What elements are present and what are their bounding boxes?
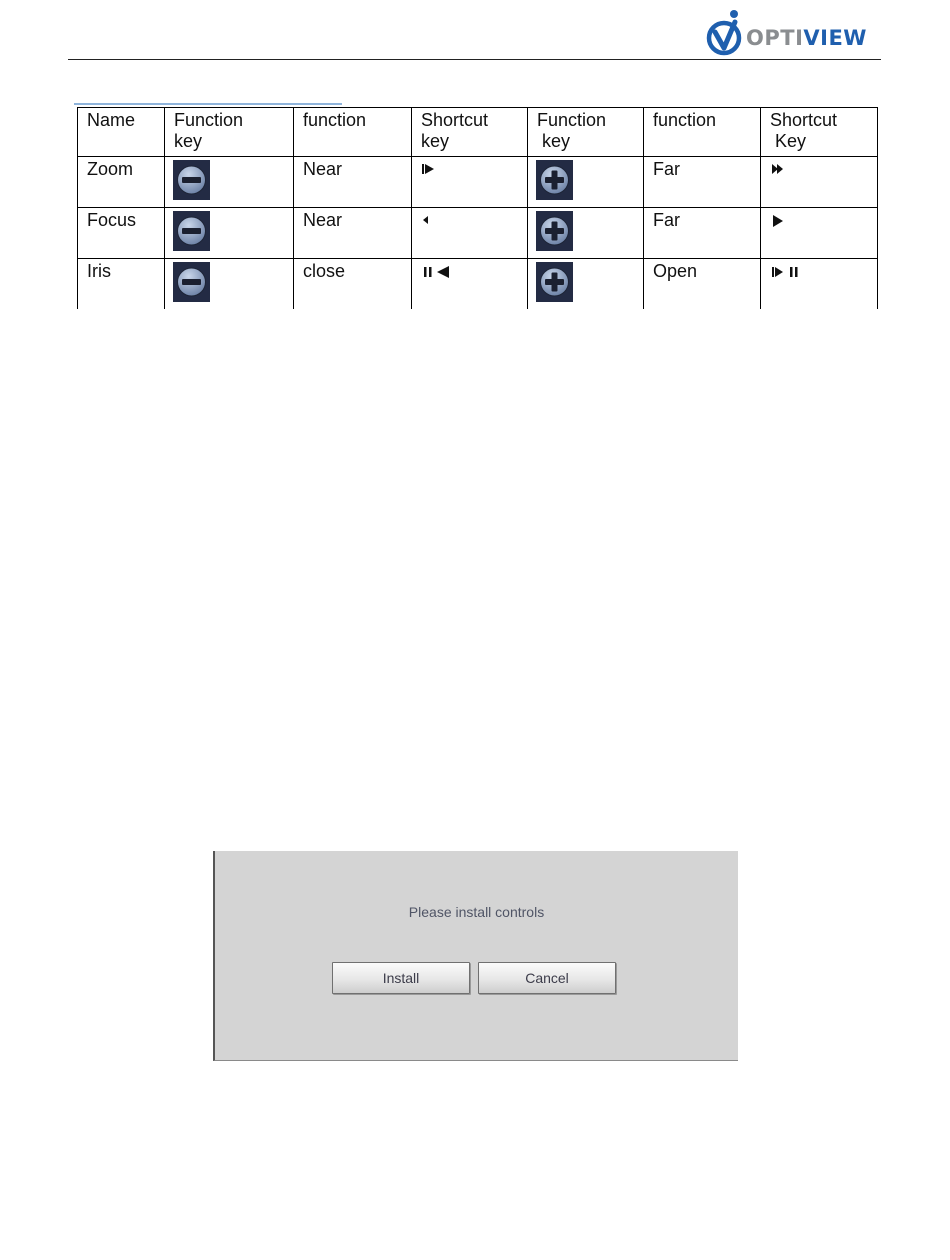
row-function-1: Near xyxy=(294,208,412,259)
iris-plus-cell xyxy=(528,259,644,310)
plus-circle-icon xyxy=(536,211,573,251)
header-function-1: function xyxy=(294,108,412,157)
row-shortcut-2 xyxy=(761,259,878,310)
install-controls-dialog xyxy=(213,851,738,1061)
header-name: Name xyxy=(78,108,165,157)
header-function-key-1: Function key xyxy=(165,108,294,157)
table-row xyxy=(78,157,878,208)
fast-forward-icon xyxy=(770,162,786,176)
install-controls-message: Please install controls xyxy=(408,904,545,920)
focus-plus-cell xyxy=(528,208,644,259)
row-shortcut-1 xyxy=(412,259,528,310)
install-button[interactable]: Install xyxy=(332,962,470,994)
header-shortcut-key-1: Shortcut key xyxy=(412,108,528,157)
iris-minus-cell xyxy=(165,259,294,310)
logo-wordmark xyxy=(746,26,867,50)
table-row xyxy=(78,259,878,310)
zoom-plus-cell xyxy=(528,157,644,208)
row-function-2: Open xyxy=(644,259,761,310)
zoom-minus-cell xyxy=(165,157,294,208)
plus-circle-icon xyxy=(536,160,573,200)
minus-circle-icon xyxy=(173,262,210,302)
plus-circle-icon xyxy=(536,262,573,302)
optiview-logo xyxy=(704,8,874,58)
focus-minus-cell xyxy=(165,208,294,259)
header-divider xyxy=(68,59,881,60)
row-shortcut-2 xyxy=(761,208,878,259)
table-row xyxy=(78,208,878,259)
row-function-1: Near xyxy=(294,157,412,208)
ptz-function-table xyxy=(77,107,878,309)
row-function-2: Far xyxy=(644,208,761,259)
header-shortcut-key-2: Shortcut Key xyxy=(761,108,878,157)
step-right-icon xyxy=(421,162,437,176)
play-icon xyxy=(770,213,786,229)
row-name: Focus xyxy=(78,208,165,259)
section-accent-line xyxy=(74,103,342,105)
header-function-2: function xyxy=(644,108,761,157)
small-left-arrow-icon xyxy=(421,213,433,227)
header-function-key-2: Function key xyxy=(528,108,644,157)
row-shortcut-2 xyxy=(761,157,878,208)
row-shortcut-1 xyxy=(412,157,528,208)
row-shortcut-1 xyxy=(412,208,528,259)
play-pause-icon xyxy=(770,264,804,280)
pause-reverse-play-icon xyxy=(421,264,455,280)
logo-word-view: VIEW xyxy=(803,26,867,50)
minus-circle-icon xyxy=(173,211,210,251)
row-function-1: close xyxy=(294,259,412,310)
cancel-button[interactable]: Cancel xyxy=(478,962,616,994)
table-header-row xyxy=(78,108,878,157)
row-name: Iris xyxy=(78,259,165,310)
logo-mark-icon xyxy=(704,8,744,58)
minus-circle-icon xyxy=(173,160,210,200)
logo-word-opti: OPTI xyxy=(746,26,804,50)
row-function-2: Far xyxy=(644,157,761,208)
row-name: Zoom xyxy=(78,157,165,208)
